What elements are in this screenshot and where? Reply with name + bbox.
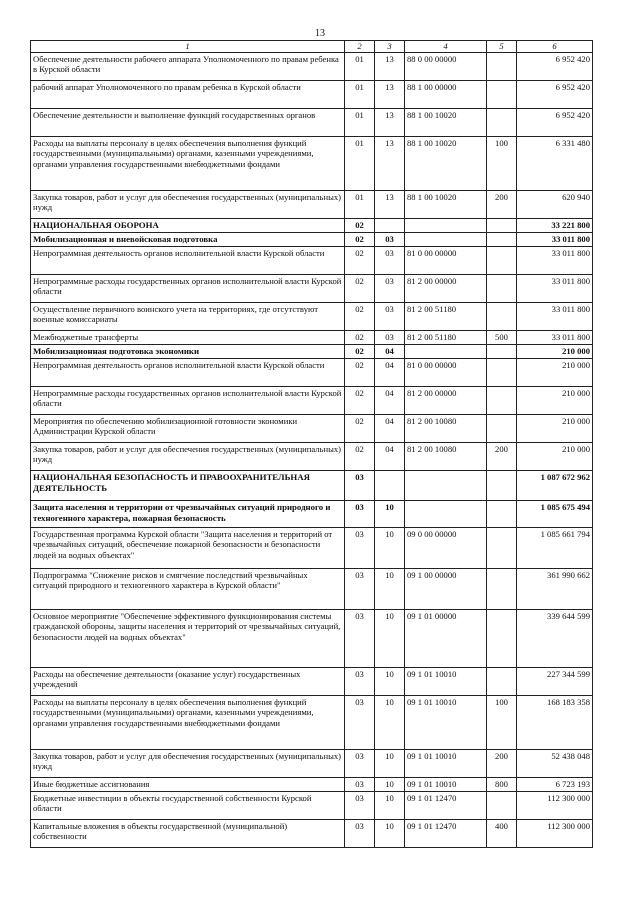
row-section-cell: 02 xyxy=(345,246,375,274)
row-name-cell: Обеспечение деятельности и выполнение функций государственных органов xyxy=(31,108,345,136)
row-target-article-cell: 09 1 00 00000 xyxy=(405,568,487,609)
row-expense-type-cell xyxy=(487,344,517,358)
row-subsection-cell: 04 xyxy=(375,358,405,386)
row-section-cell: 02 xyxy=(345,442,375,470)
row-expense-type-cell: 500 xyxy=(487,330,517,344)
row-target-article-cell: 88 1 00 10020 xyxy=(405,108,487,136)
row-section-cell: 03 xyxy=(345,470,375,500)
row-target-article-cell: 09 1 01 12470 xyxy=(405,791,487,819)
header-section: 2 xyxy=(345,41,375,53)
row-amount-cell: 6 952 420 xyxy=(517,108,593,136)
row-name-cell: Мероприятия по обеспечению мобилизационной готовности экономики Администрации Курской области xyxy=(31,414,345,442)
row-amount-cell: 6 723 193 xyxy=(517,777,593,791)
row-expense-type-cell: 800 xyxy=(487,777,517,791)
row-name-cell: Непрограммные расходы государственных органов исполнительной власти Курской области xyxy=(31,274,345,302)
row-amount-cell: 210 000 xyxy=(517,358,593,386)
row-target-article-cell xyxy=(405,470,487,500)
table-row xyxy=(31,819,593,847)
row-section-cell: 03 xyxy=(345,777,375,791)
row-section-cell: 02 xyxy=(345,330,375,344)
row-name-cell: Расходы на обеспечение деятельности (оказание услуг) государственных учреждений xyxy=(31,667,345,695)
table-row xyxy=(31,749,593,777)
row-subsection-cell: 03 xyxy=(375,274,405,302)
row-subsection-cell: 04 xyxy=(375,414,405,442)
table-row xyxy=(31,527,593,568)
row-amount-cell: 33 011 800 xyxy=(517,330,593,344)
row-expense-type-cell: 100 xyxy=(487,695,517,749)
table-row xyxy=(31,136,593,190)
row-name-cell: Расходы на выплаты персоналу в целях обеспечения выполнения функций государственными (муниципальными) органами, казенными учреждениями, органами управления государственными внебюджетными фондами xyxy=(31,695,345,749)
row-subsection-cell: 13 xyxy=(375,80,405,108)
row-target-article-cell: 81 2 00 00000 xyxy=(405,274,487,302)
row-amount-cell: 227 344 599 xyxy=(517,667,593,695)
row-name-cell: Мобилизационная подготовка экономики xyxy=(31,344,345,358)
row-subsection-cell: 04 xyxy=(375,344,405,358)
row-expense-type-cell xyxy=(487,218,517,232)
row-section-cell: 03 xyxy=(345,667,375,695)
row-name-cell: НАЦИОНАЛЬНАЯ ОБОРОНА xyxy=(31,218,345,232)
row-amount-cell: 210 000 xyxy=(517,442,593,470)
table-row xyxy=(31,274,593,302)
header-subsection: 3 xyxy=(375,41,405,53)
row-name-cell: НАЦИОНАЛЬНАЯ БЕЗОПАСНОСТЬ И ПРАВООХРАНИТЕЛЬНАЯ ДЕЯТЕЛЬНОСТЬ xyxy=(31,470,345,500)
row-subsection-cell: 13 xyxy=(375,52,405,80)
row-expense-type-cell xyxy=(487,667,517,695)
row-amount-cell: 112 300 000 xyxy=(517,819,593,847)
table-row xyxy=(31,330,593,344)
row-expense-type-cell: 200 xyxy=(487,190,517,218)
row-target-article-cell: 88 0 00 00000 xyxy=(405,52,487,80)
row-target-article-cell xyxy=(405,344,487,358)
table-header-row xyxy=(31,41,593,53)
row-name-cell: Государственная программа Курской области "Защита населения и территорий от чрезвычайных ситуаций, обеспечение пожарной безопасности и безопасности людей на водных объектах" xyxy=(31,527,345,568)
row-section-cell: 01 xyxy=(345,190,375,218)
row-section-cell: 01 xyxy=(345,108,375,136)
row-subsection-cell: 10 xyxy=(375,609,405,667)
row-name-cell: Расходы на выплаты персоналу в целях обеспечения выполнения функций государственными (муниципальными) органами, казенными учреждениями, органами управления государственными внебюджетными фондами xyxy=(31,136,345,190)
row-target-article-cell: 09 1 01 12470 xyxy=(405,819,487,847)
row-amount-cell: 52 438 048 xyxy=(517,749,593,777)
row-section-cell: 02 xyxy=(345,414,375,442)
row-target-article-cell: 09 0 00 00000 xyxy=(405,527,487,568)
row-name-cell: Основное мероприятие "Обеспечение эффективного функционирования системы гражданской обороны, защиты населения и территорий от чрезвычайных ситуаций, безопасности людей на водных объектах" xyxy=(31,609,345,667)
row-target-article-cell: 09 1 01 10010 xyxy=(405,667,487,695)
row-subsection-cell: 10 xyxy=(375,791,405,819)
row-amount-cell: 210 000 xyxy=(517,386,593,414)
table-row xyxy=(31,344,593,358)
row-subsection-cell: 13 xyxy=(375,108,405,136)
row-name-cell: Непрограммная деятельность органов исполнительной власти Курской области xyxy=(31,246,345,274)
row-section-cell: 01 xyxy=(345,136,375,190)
row-amount-cell: 33 011 800 xyxy=(517,246,593,274)
row-target-article-cell: 09 1 01 10010 xyxy=(405,695,487,749)
row-name-cell: Закупка товаров, работ и услуг для обеспечения государственных (муниципальных) нужд xyxy=(31,190,345,218)
table-row xyxy=(31,777,593,791)
table-row xyxy=(31,52,593,80)
row-name-cell: Закупка товаров, работ и услуг для обеспечения государственных (муниципальных) нужд xyxy=(31,749,345,777)
table-row xyxy=(31,232,593,246)
table-row xyxy=(31,609,593,667)
row-section-cell: 03 xyxy=(345,609,375,667)
row-section-cell: 03 xyxy=(345,500,375,527)
row-expense-type-cell: 200 xyxy=(487,749,517,777)
row-subsection-cell: 10 xyxy=(375,568,405,609)
row-amount-cell: 33 011 800 xyxy=(517,274,593,302)
row-name-cell: Иные бюджетные ассигнования xyxy=(31,777,345,791)
row-amount-cell: 210 000 xyxy=(517,414,593,442)
row-name-cell: Непрограммная деятельность органов исполнительной власти Курской области xyxy=(31,358,345,386)
row-target-article-cell xyxy=(405,218,487,232)
table-row xyxy=(31,667,593,695)
row-name-cell: Осуществление первичного воинского учета на территориях, где отсутствуют военные комиссариаты xyxy=(31,302,345,330)
row-amount-cell: 6 952 420 xyxy=(517,80,593,108)
row-section-cell: 02 xyxy=(345,274,375,302)
row-amount-cell: 112 300 000 xyxy=(517,791,593,819)
row-subsection-cell: 10 xyxy=(375,819,405,847)
row-amount-cell: 33 221 800 xyxy=(517,218,593,232)
row-expense-type-cell xyxy=(487,414,517,442)
row-section-cell: 02 xyxy=(345,302,375,330)
table-row xyxy=(31,386,593,414)
row-expense-type-cell xyxy=(487,500,517,527)
row-subsection-cell: 10 xyxy=(375,527,405,568)
table-row xyxy=(31,568,593,609)
row-expense-type-cell xyxy=(487,609,517,667)
row-section-cell: 02 xyxy=(345,386,375,414)
row-subsection-cell: 04 xyxy=(375,442,405,470)
row-section-cell: 03 xyxy=(345,819,375,847)
row-expense-type-cell: 400 xyxy=(487,819,517,847)
row-subsection-cell: 04 xyxy=(375,386,405,414)
row-amount-cell: 168 183 358 xyxy=(517,695,593,749)
budget-table xyxy=(30,40,593,848)
row-subsection-cell: 10 xyxy=(375,777,405,791)
row-target-article-cell: 81 2 00 10080 xyxy=(405,442,487,470)
row-expense-type-cell xyxy=(487,386,517,414)
row-subsection-cell: 03 xyxy=(375,246,405,274)
table-row xyxy=(31,500,593,527)
row-name-cell: Межбюджетные трансферты xyxy=(31,330,345,344)
row-amount-cell: 6 952 420 xyxy=(517,52,593,80)
row-section-cell: 01 xyxy=(345,80,375,108)
row-amount-cell: 210 000 xyxy=(517,344,593,358)
row-expense-type-cell xyxy=(487,52,517,80)
table-row xyxy=(31,470,593,500)
row-name-cell: Защита населения и территории от чрезвычайных ситуаций природного и техногенного характера, пожарная безопасность xyxy=(31,500,345,527)
table-row xyxy=(31,80,593,108)
header-amount: 6 xyxy=(517,41,593,53)
row-subsection-cell: 03 xyxy=(375,302,405,330)
row-amount-cell: 33 011 800 xyxy=(517,232,593,246)
row-name-cell: Бюджетные инвестиции в объекты государственной собственности Курской области xyxy=(31,791,345,819)
header-target-article: 4 xyxy=(405,41,487,53)
row-section-cell: 03 xyxy=(345,791,375,819)
row-name-cell: Непрограммные расходы государственных органов исполнительной власти Курской области xyxy=(31,386,345,414)
row-name-cell: рабочий аппарат Уполномоченного по правам ребенка в Курской области xyxy=(31,80,345,108)
row-target-article-cell xyxy=(405,232,487,246)
row-amount-cell: 339 644 599 xyxy=(517,609,593,667)
row-expense-type-cell xyxy=(487,358,517,386)
row-expense-type-cell xyxy=(487,527,517,568)
row-subsection-cell: 03 xyxy=(375,232,405,246)
table-row xyxy=(31,246,593,274)
table-row xyxy=(31,108,593,136)
row-target-article-cell: 09 1 01 10010 xyxy=(405,749,487,777)
row-name-cell: Мобилизационная и вневойсковая подготовка xyxy=(31,232,345,246)
row-subsection-cell: 03 xyxy=(375,330,405,344)
row-expense-type-cell xyxy=(487,80,517,108)
row-amount-cell: 33 011 800 xyxy=(517,302,593,330)
row-expense-type-cell: 200 xyxy=(487,442,517,470)
row-name-cell: Закупка товаров, работ и услуг для обеспечения государственных (муниципальных) нужд xyxy=(31,442,345,470)
row-target-article-cell: 88 1 00 10020 xyxy=(405,136,487,190)
table-row xyxy=(31,190,593,218)
row-target-article-cell: 88 1 00 00000 xyxy=(405,80,487,108)
row-expense-type-cell xyxy=(487,108,517,136)
row-target-article-cell: 09 1 01 00000 xyxy=(405,609,487,667)
row-section-cell: 02 xyxy=(345,358,375,386)
row-subsection-cell xyxy=(375,218,405,232)
row-subsection-cell: 10 xyxy=(375,667,405,695)
row-name-cell: Подпрограмма "Снижение рисков и смягчение последствий чрезвычайных ситуаций природного и техногенного характера в Курской области" xyxy=(31,568,345,609)
row-subsection-cell: 10 xyxy=(375,500,405,527)
row-amount-cell: 1 087 672 962 xyxy=(517,470,593,500)
table-row xyxy=(31,414,593,442)
row-target-article-cell: 81 0 00 00000 xyxy=(405,246,487,274)
table-row xyxy=(31,218,593,232)
row-subsection-cell: 13 xyxy=(375,190,405,218)
row-name-cell: Капитальные вложения в объекты государственной (муниципальной) собственности xyxy=(31,819,345,847)
row-expense-type-cell xyxy=(487,274,517,302)
header-expense-type: 5 xyxy=(487,41,517,53)
row-name-cell: Обеспечение деятельности рабочего аппарата Уполномоченного по правам ребенка в Курской области xyxy=(31,52,345,80)
row-target-article-cell: 81 2 00 51180 xyxy=(405,330,487,344)
row-target-article-cell xyxy=(405,500,487,527)
row-section-cell: 02 xyxy=(345,344,375,358)
row-section-cell: 03 xyxy=(345,749,375,777)
row-expense-type-cell xyxy=(487,302,517,330)
page-number: 13 xyxy=(315,28,325,39)
row-subsection-cell: 10 xyxy=(375,695,405,749)
row-section-cell: 03 xyxy=(345,695,375,749)
row-amount-cell: 361 990 662 xyxy=(517,568,593,609)
table-row xyxy=(31,695,593,749)
table-row xyxy=(31,791,593,819)
header-name: 1 xyxy=(31,41,345,53)
row-target-article-cell: 81 2 00 51180 xyxy=(405,302,487,330)
row-section-cell: 03 xyxy=(345,527,375,568)
table-row xyxy=(31,302,593,330)
row-target-article-cell: 81 0 00 00000 xyxy=(405,358,487,386)
row-amount-cell: 1 085 661 794 xyxy=(517,527,593,568)
row-target-article-cell: 81 2 00 00000 xyxy=(405,386,487,414)
table-row xyxy=(31,442,593,470)
row-amount-cell: 1 085 675 494 xyxy=(517,500,593,527)
row-section-cell: 01 xyxy=(345,52,375,80)
row-expense-type-cell xyxy=(487,791,517,819)
row-subsection-cell: 10 xyxy=(375,749,405,777)
row-expense-type-cell: 100 xyxy=(487,136,517,190)
row-target-article-cell: 09 1 01 10010 xyxy=(405,777,487,791)
row-subsection-cell: 13 xyxy=(375,136,405,190)
row-section-cell: 02 xyxy=(345,218,375,232)
row-expense-type-cell xyxy=(487,232,517,246)
row-target-article-cell: 81 2 00 10080 xyxy=(405,414,487,442)
row-subsection-cell xyxy=(375,470,405,500)
table-row xyxy=(31,358,593,386)
row-amount-cell: 620 940 xyxy=(517,190,593,218)
row-section-cell: 02 xyxy=(345,232,375,246)
row-expense-type-cell xyxy=(487,568,517,609)
row-amount-cell: 6 331 480 xyxy=(517,136,593,190)
row-section-cell: 03 xyxy=(345,568,375,609)
row-target-article-cell: 88 1 00 10020 xyxy=(405,190,487,218)
row-expense-type-cell xyxy=(487,470,517,500)
row-expense-type-cell xyxy=(487,246,517,274)
